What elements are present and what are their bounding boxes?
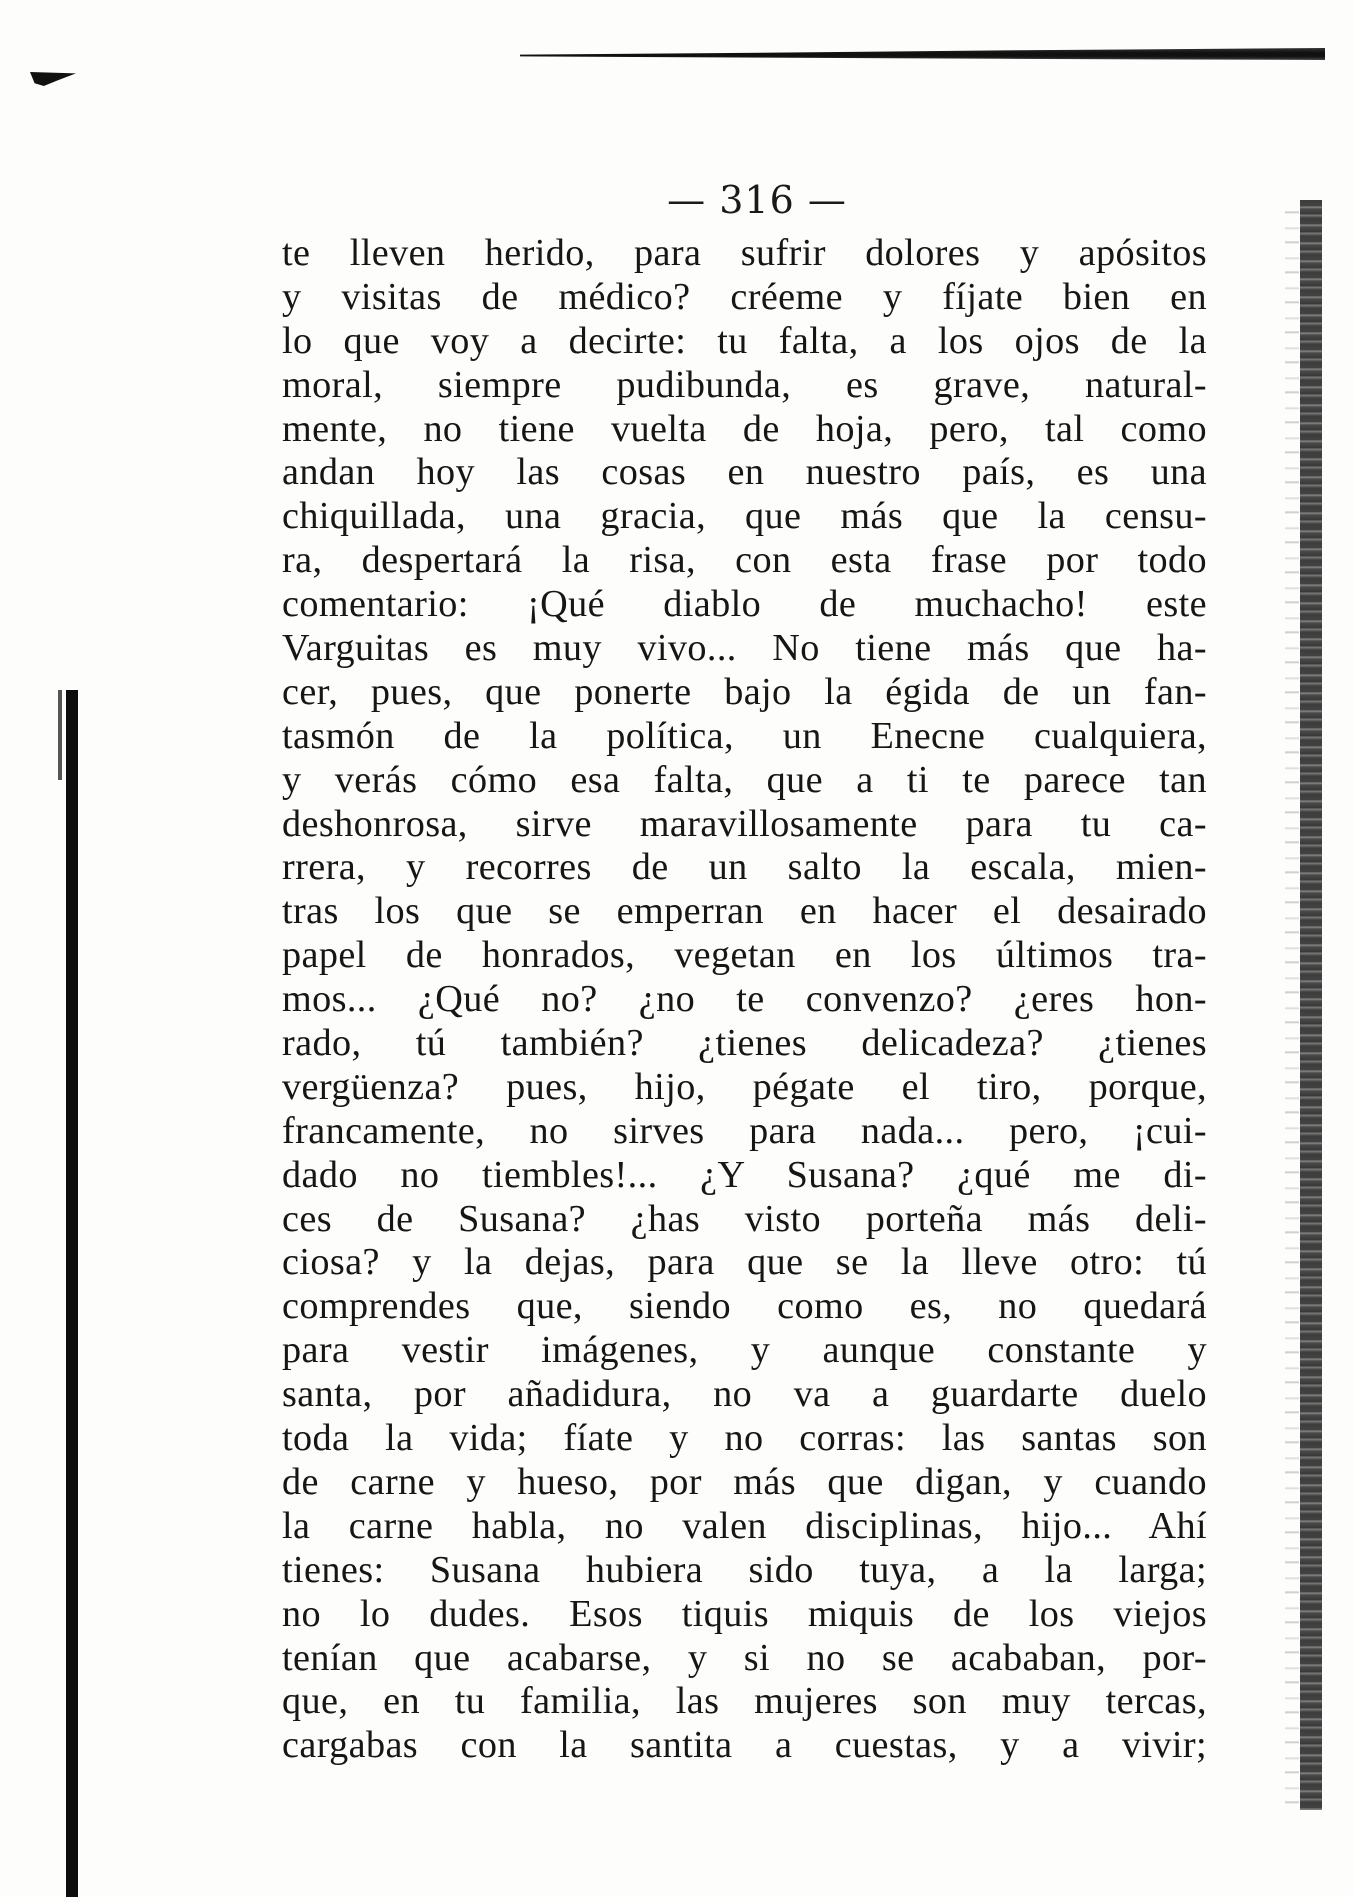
text-line: cer, pues, que ponerte bajo la égida de un fan- [282, 670, 1207, 713]
text-line: santa, por añadidura, no va a guardarte duelo [282, 1373, 1207, 1416]
text-line: ces de Susana? ¿has visto porteña más deli- [282, 1197, 1207, 1240]
body-text [282, 232, 1207, 1768]
text-line: moral, siempre pudibunda, es grave, natural- [282, 363, 1207, 406]
text-line: papel de honrados, vegetan en los últimos tra- [282, 934, 1207, 977]
text-line: y visitas de médico? créeme y fíjate bien en [282, 275, 1207, 318]
text-line: andan hoy las cosas en nuestro país, es una [282, 451, 1207, 494]
scan-left-edge [66, 690, 78, 1897]
text-line: comprendes que, siendo como es, no quedará [282, 1285, 1207, 1328]
page-number: — 316 — [667, 178, 847, 222]
text-line: tasmón de la política, un Enecne cualquiera, [282, 714, 1207, 757]
scan-corner-mark [30, 72, 76, 86]
text-line: cargabas con la santita a cuestas, y a vivir; [282, 1724, 1207, 1767]
scan-left-shadow [58, 690, 62, 780]
text-line: vergüenza? pues, hijo, pégate el tiro, porque, [282, 1065, 1207, 1108]
scan-right-speckle [1285, 200, 1299, 1810]
text-line: que, en tu familia, las mujeres son muy tercas, [282, 1680, 1207, 1723]
text-line: comentario: ¡Qué diablo de muchacho! este [282, 583, 1207, 626]
text-line: mente, no tiene vuelta de hoja, pero, tal como [282, 407, 1207, 450]
text-line: ra, despertará la risa, con esta frase por todo [282, 539, 1207, 582]
text-line: mos... ¿Qué no? ¿no te convenzo? ¿eres hon- [282, 978, 1207, 1021]
text-line: dado no tiembles!... ¿Y Susana? ¿qué me di- [282, 1153, 1207, 1196]
text-line: tras los que se emperran en hacer el desairado [282, 890, 1207, 933]
text-line: tenían que acabarse, y si no se acababan, por- [282, 1636, 1207, 1679]
text-line: para vestir imágenes, y aunque constante y [282, 1329, 1207, 1372]
text-line: de carne y hueso, por más que digan, y cuando [282, 1460, 1207, 1503]
text-line: Varguitas es muy vivo... No tiene más que ha- [282, 627, 1207, 670]
text-line: ciosa? y la dejas, para que se la lleve otro: tú [282, 1241, 1207, 1284]
text-line: francamente, no sirves para nada... pero, ¡cui- [282, 1109, 1207, 1152]
text-line: y verás cómo esa falta, que a ti te parece tan [282, 758, 1207, 801]
text-line: te lleven herido, para sufrir dolores y apósitos [282, 232, 1207, 274]
text-line: rrera, y recorres de un salto la escala, mien- [282, 846, 1207, 889]
text-line: la carne habla, no valen disciplinas, hijo... Ahí [282, 1504, 1207, 1547]
scan-right-edge [1300, 200, 1322, 1810]
text-line: deshonrosa, sirve maravillosamente para tu ca- [282, 802, 1207, 845]
text-line: toda la vida; fíate y no corras: las santas son [282, 1417, 1207, 1460]
text-line: lo que voy a decirte: tu falta, a los ojos de la [282, 319, 1207, 362]
text-line: chiquillada, una gracia, que más que la censu- [282, 495, 1207, 538]
scan-top-rule [520, 48, 1325, 60]
text-line: no lo dudes. Esos tiquis miquis de los viejos [282, 1592, 1207, 1635]
text-line: rado, tú también? ¿tienes delicadeza? ¿tienes [282, 1022, 1207, 1065]
text-line: tienes: Susana hubiera sido tuya, a la larga; [282, 1548, 1207, 1591]
